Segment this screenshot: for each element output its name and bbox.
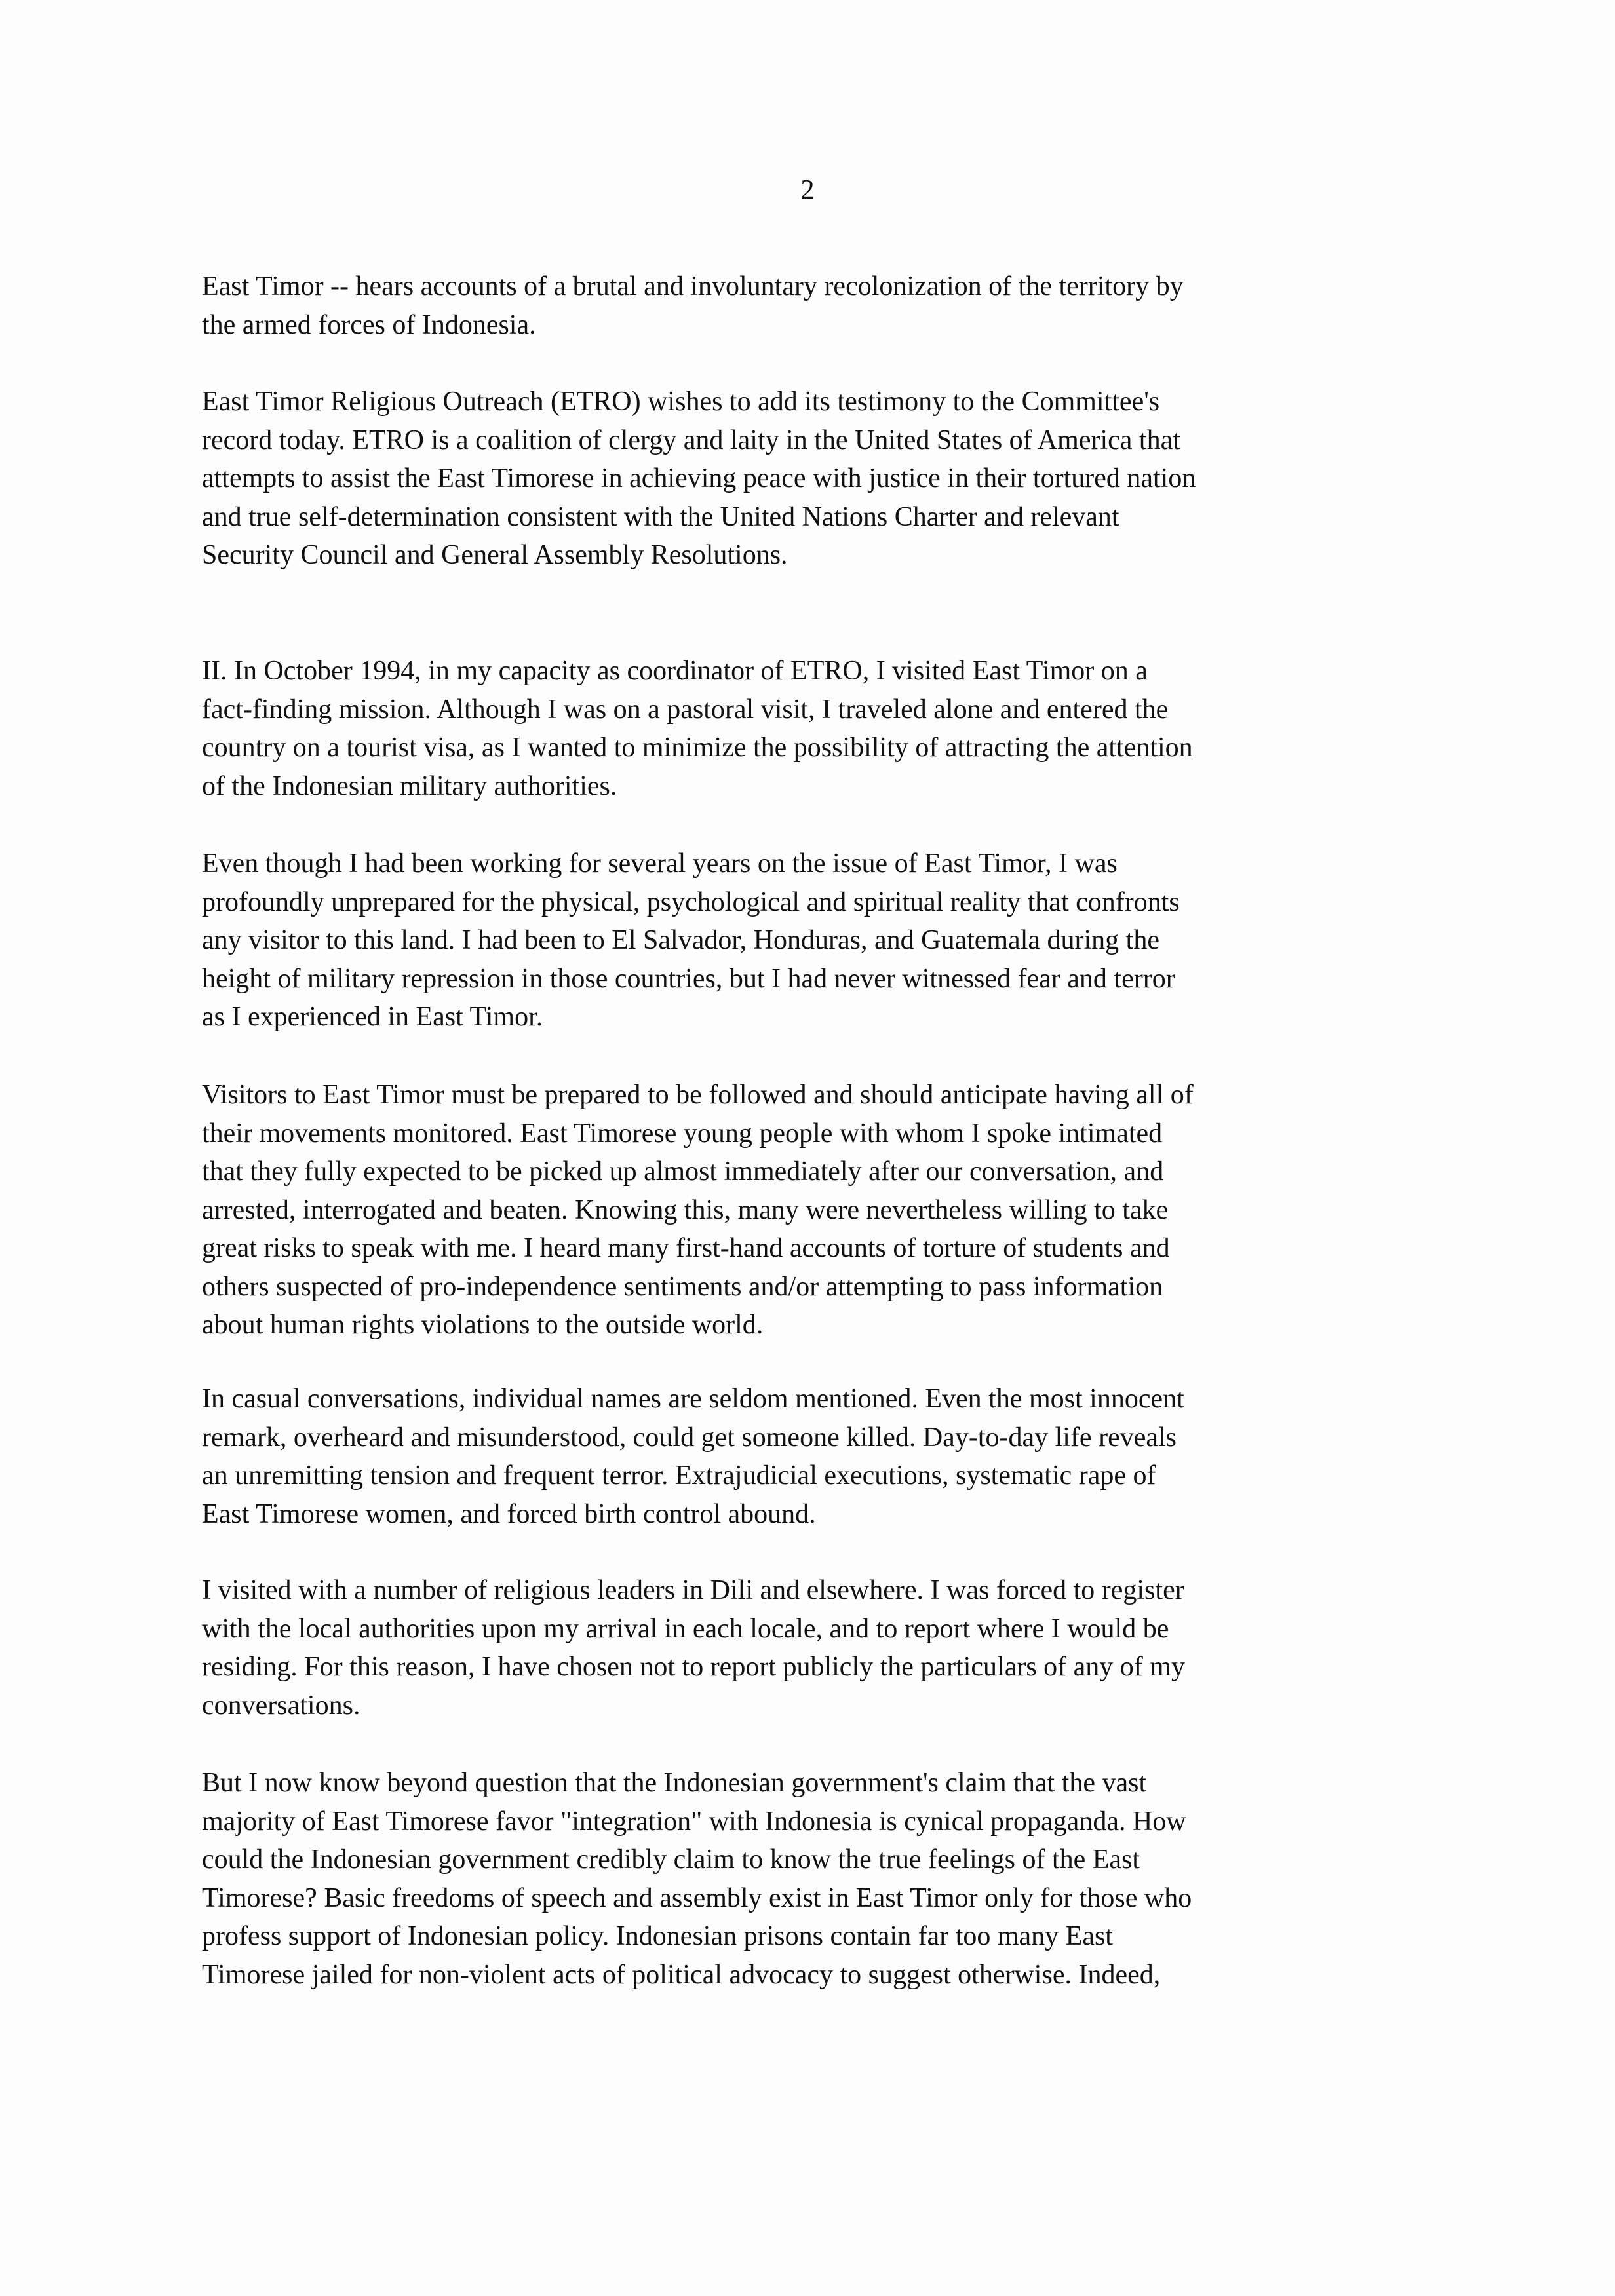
paragraph-3 xyxy=(202,652,1193,805)
paragraph-line: I visited with a number of religious leaders in Dili and elsewhere. I was forced to register xyxy=(202,1575,1184,1605)
paragraph-1 xyxy=(202,267,1184,344)
paragraph-4 xyxy=(202,845,1180,1037)
paragraph-line: the armed forces of Indonesia. xyxy=(202,309,536,340)
paragraph-6 xyxy=(202,1380,1184,1533)
paragraph-line: that they fully expected to be picked up almost immediately after our conversation, and xyxy=(202,1157,1164,1187)
paragraph-line: Even though I had been working for several years on the issue of East Timor, I was xyxy=(202,849,1118,879)
paragraph-line: East Timor -- hears accounts of a brutal and involuntary recolonization of the territory by xyxy=(202,271,1184,301)
paragraph-line: others suspected of pro-independence sentiments and/or attempting to pass information xyxy=(202,1271,1163,1302)
paragraph-line: Security Council and General Assembly Resolutions. xyxy=(202,540,788,570)
page-number: 2 xyxy=(800,175,815,205)
paragraph-line: majority of East Timorese favor "integration" with Indonesia is cynical propaganda. How xyxy=(202,1806,1186,1837)
paragraph-line: and true self-determination consistent with the United Nations Charter and relevant xyxy=(202,501,1119,532)
paragraph-line: country on a tourist visa, as I wanted to minimize the possibility of attracting the attention xyxy=(202,733,1193,763)
paragraph-line: conversations. xyxy=(202,1690,360,1721)
paragraph-line: profoundly unprepared for the physical, psychological and spiritual reality that confronts xyxy=(202,887,1180,917)
paragraph-line: But I now know beyond question that the Indonesian government's claim that the vast xyxy=(202,1768,1147,1798)
paragraph-line: Visitors to East Timor must be prepared to be followed and should anticipate having all of xyxy=(202,1080,1194,1110)
paragraph-line: of the Indonesian military authorities. xyxy=(202,771,617,801)
paragraph-line: with the local authorities upon my arrival in each locale, and to report where I would be xyxy=(202,1613,1169,1644)
paragraph-8 xyxy=(202,1764,1192,1994)
paragraph-line: fact-finding mission. Although I was on a pastoral visit, I traveled alone and entered the xyxy=(202,694,1169,725)
paragraph-line: residing. For this reason, I have chosen not to report publicly the particulars of any of my xyxy=(202,1652,1185,1682)
paragraph-line: could the Indonesian government credibly claim to know the true feelings of the East xyxy=(202,1845,1140,1875)
paragraph-line: attempts to assist the East Timorese in achieving peace with justice in their tortured nation xyxy=(202,463,1196,493)
paragraph-line: Timorese? Basic freedoms of speech and assembly exist in East Timor only for those who xyxy=(202,1883,1192,1913)
paragraph-line: an unremitting tension and frequent terror. Extrajudicial executions, systematic rape of xyxy=(202,1461,1156,1491)
paragraph-line: profess support of Indonesian policy. Indonesian prisons contain far too many East xyxy=(202,1921,1113,1951)
paragraph-line: In casual conversations, individual names are seldom mentioned. Even the most innocent xyxy=(202,1384,1184,1414)
paragraph-2 xyxy=(202,383,1196,575)
paragraph-line: great risks to speak with me. I heard many first-hand accounts of torture of students and xyxy=(202,1233,1170,1263)
paragraph-7 xyxy=(202,1571,1185,1725)
paragraph-line: East Timorese women, and forced birth control abound. xyxy=(202,1499,816,1529)
paragraph-line: their movements monitored. East Timorese young people with whom I spoke intimated xyxy=(202,1118,1163,1149)
paragraph-line: any visitor to this land. I had been to El Salvador, Honduras, and Guatemala during the xyxy=(202,925,1159,955)
paragraph-line: arrested, interrogated and beaten. Knowing this, many were nevertheless willing to take xyxy=(202,1195,1169,1225)
paragraph-line: about human rights violations to the outside world. xyxy=(202,1310,764,1340)
paragraph-line: II. In October 1994, in my capacity as coordinator of ETRO, I visited East Timor on a xyxy=(202,656,1148,686)
paragraph-line: as I experienced in East Timor. xyxy=(202,1002,543,1032)
paragraph-line: East Timor Religious Outreach (ETRO) wishes to add its testimony to the Committee's xyxy=(202,387,1160,417)
paragraph-5 xyxy=(202,1076,1194,1345)
paragraph-line: Timorese jailed for non-violent acts of political advocacy to suggest otherwise. Indeed, xyxy=(202,1959,1161,1990)
paragraph-line: remark, overheard and misunderstood, could get someone killed. Day-to-day life reveals xyxy=(202,1422,1177,1453)
paragraph-line: record today. ETRO is a coalition of clergy and laity in the United States of America that xyxy=(202,425,1180,455)
paragraph-line: height of military repression in those countries, but I had never witnessed fear and terror xyxy=(202,963,1175,994)
